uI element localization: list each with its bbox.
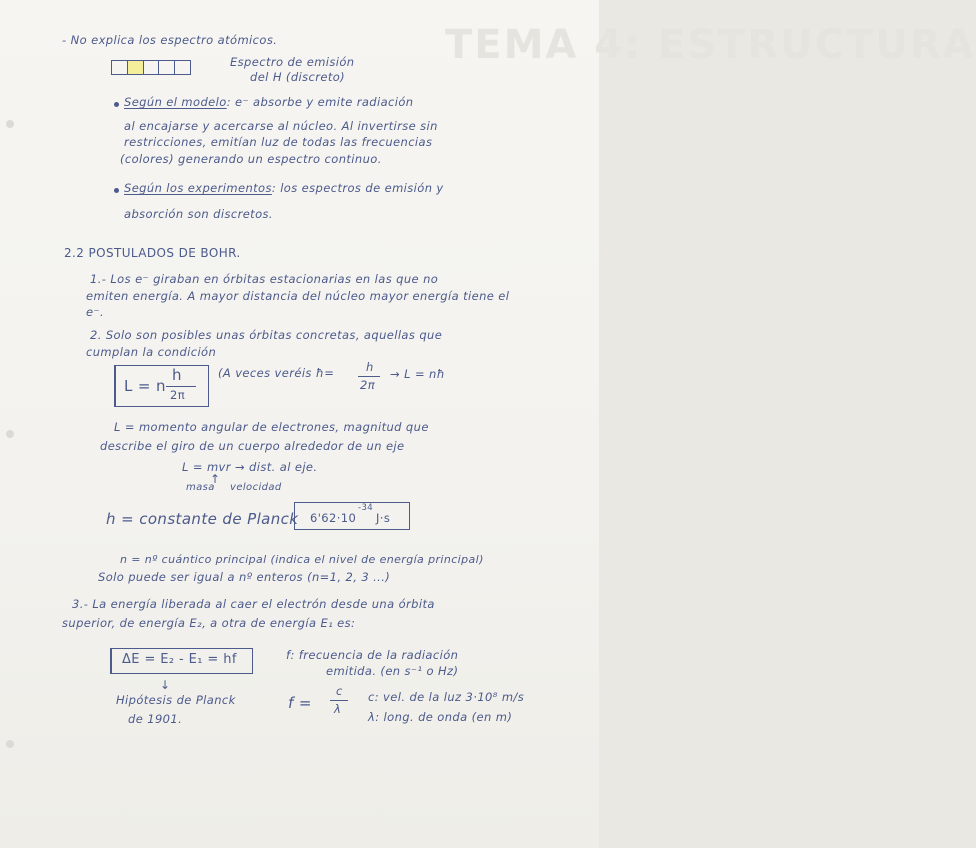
h-exponent: -34 [358, 503, 374, 513]
eq3-left: f = [288, 694, 312, 712]
up-arrow-icon: ↑ [210, 472, 221, 486]
postulate1-line3: e⁻. [86, 305, 105, 319]
postulate3-line1: 3.- La energía liberada al caer el electrón desde una órbita [72, 597, 435, 611]
postulate3-line2: superior, de energía E₂, a otra de energía E₁ es: [62, 616, 356, 630]
eq1-num: h [172, 366, 182, 384]
eq3-den: λ [334, 702, 342, 716]
bullet2-lead: Según los experimentos [124, 181, 272, 195]
strip-label-1: Espectro de emisión [230, 55, 355, 69]
f-definition-line1: f: frecuencia de la radiación [286, 648, 459, 662]
h-definition: h = constante de Planck [106, 510, 299, 528]
emission-spectrum-strip [111, 60, 191, 75]
postulate1-line1: 1.- Los e⁻ giraban en órbitas estacionarias en las que no [90, 272, 439, 286]
bullet1-lead: Según el modelo [124, 95, 227, 109]
strip-label-2: del H (discreto) [250, 70, 346, 84]
f-definition-line2: emitida. (en s⁻¹ o Hz) [326, 664, 459, 678]
bullet2-line1 [124, 181, 444, 195]
equation2: ΔE = E₂ - E₁ = hf [122, 652, 237, 667]
bullet2-line2: absorción son discretos. [124, 207, 273, 221]
eq1-left: L = n [124, 377, 166, 395]
bleed-through-title: TEMA 4: ESTRUCTURA [445, 22, 976, 68]
bullet1-line2: al encajarse y acercarse al núcleo. Al invertirse sin [124, 119, 438, 133]
eq1-note-den: 2π [360, 378, 376, 392]
postulate2-line2: cumplan la condición [86, 345, 217, 359]
eq1-note-b: → L = nħ [390, 367, 446, 381]
planck-line1: Hipótesis de Planck [116, 693, 236, 707]
lambda-definition: λ: long. de onda (en m) [368, 710, 513, 724]
punch-hole [6, 740, 14, 748]
L-formula: L = mvr → dist. al eje. [182, 460, 318, 474]
bullet1-line1 [124, 95, 413, 109]
h-value: 6'62·10 [310, 511, 357, 525]
eq1-den: 2π [170, 388, 186, 402]
eq1-note-num: h [366, 360, 374, 374]
postulate2-line1: 2. Solo son posibles unas órbitas concretas, aquellas que [90, 328, 443, 342]
bullet2-rest: : los espectros de emisión y [271, 181, 444, 195]
bullet [114, 188, 119, 193]
L-definition-line1: L = momento angular de electrones, magnitud que [114, 420, 429, 434]
postulate1-line2: emiten energía. A mayor distancia del núcleo mayor energía tiene el [86, 289, 510, 303]
L-mass-label: masa [186, 482, 215, 493]
n-definition-line1: n = nº cuántico principal (indica el nivel de energía principal) [120, 553, 484, 566]
bullet [114, 102, 119, 107]
bullet1-rest: : e⁻ absorbe y emite radiación [226, 95, 414, 109]
bullet1-line4: (colores) generando un espectro continuo. [120, 152, 382, 166]
c-definition: c: vel. de la luz 3·10⁸ m/s [368, 690, 525, 704]
h-unit: J·s [376, 511, 391, 525]
eq1-note-a: (A veces veréis ħ= [218, 366, 335, 380]
section-heading: 2.2 POSTULADOS DE BOHR. [64, 246, 241, 260]
L-definition-line2: describe el giro de un cuerpo alrededor de un eje [100, 439, 405, 453]
planck-line2: de 1901. [128, 712, 183, 726]
line-no-explica: - No explica los espectro atómicos. [62, 33, 278, 47]
eq3-num: c [336, 684, 343, 698]
punch-hole [6, 120, 14, 128]
down-arrow-icon: ↓ [160, 678, 171, 692]
punch-hole [6, 430, 14, 438]
n-definition-line2: Solo puede ser igual a nº enteros (n=1, 2, 3 ...) [98, 570, 391, 584]
L-velocity-label: velocidad [230, 482, 282, 493]
bullet1-line3: restricciones, emitían luz de todas las frecuencias [124, 135, 433, 149]
